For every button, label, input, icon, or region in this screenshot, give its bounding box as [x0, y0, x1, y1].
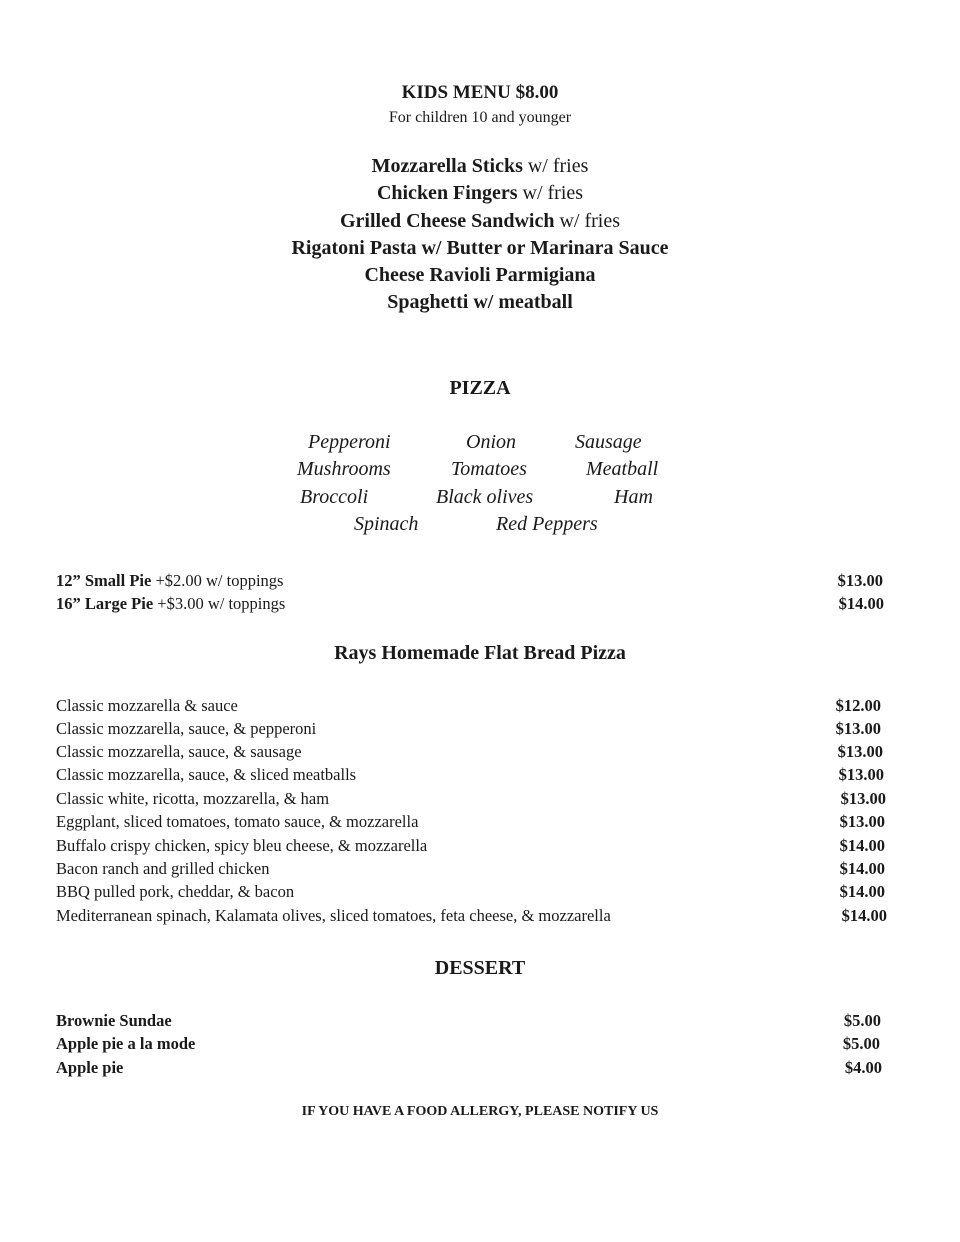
allergy-notice: IF YOU HAVE A FOOD ALLERGY, PLEASE NOTIFY US: [301, 1104, 659, 1119]
item-name: 12” Small Pie: [56, 571, 152, 590]
item-price: $13.00: [837, 571, 883, 590]
list-item: [56, 859, 885, 882]
list-item: [56, 882, 885, 905]
topping: Spinach: [354, 513, 419, 535]
item-price: $12.00: [835, 696, 881, 715]
item-name: 16” Large Pie: [56, 594, 154, 613]
item-extra: w/ fries: [522, 155, 589, 177]
item-price: $13.00: [838, 765, 884, 784]
item-price: $14.00: [839, 882, 885, 901]
topping: Meatball: [586, 458, 659, 480]
list-item: [0, 235, 960, 262]
topping: Sausage: [575, 431, 642, 453]
pie-row: [56, 571, 883, 594]
kids-menu-subtitle: For children 10 and younger: [388, 109, 572, 126]
item-name: Apple pie a la mode: [56, 1034, 196, 1053]
item-price: $14.00: [839, 859, 885, 878]
item-name: Classic white, ricotta, mozzarella, & ham: [56, 789, 330, 808]
item-name: Rigatoni Pasta w/ Butter or Marinara Sauce: [291, 236, 669, 259]
list-item: [56, 789, 886, 812]
item-extra: +$3.00 w/ toppings: [153, 594, 286, 613]
topping: Pepperoni: [308, 431, 391, 453]
list-item: [56, 1034, 880, 1057]
item-name: BBQ pulled pork, cheddar, & bacon: [56, 882, 295, 901]
item-price: $13.00: [839, 812, 885, 831]
item-price: $5.00: [843, 1011, 881, 1030]
topping: Tomatoes: [451, 458, 527, 480]
list-item: [0, 208, 960, 235]
list-item: [0, 262, 960, 289]
item-price: $13.00: [840, 789, 886, 808]
item-name: Spaghetti w/ meatball: [387, 291, 573, 314]
item-price: $13.00: [837, 742, 883, 761]
list-item: [56, 696, 881, 719]
item-name: Eggplant, sliced tomatoes, tomato sauce, & mozzarella: [56, 812, 419, 831]
topping: Broccoli: [300, 486, 369, 508]
list-item: [56, 836, 885, 859]
item-name: Brownie Sundae: [56, 1011, 172, 1030]
item-price: $13.00: [835, 719, 881, 738]
list-item: [0, 180, 960, 207]
flatbread-section-title: Rays Homemade Flat Bread Pizza: [334, 642, 626, 664]
item-price: $5.00: [842, 1034, 880, 1053]
pie-row: [56, 594, 884, 617]
list-item: [0, 289, 960, 316]
item-name: Classic mozzarella & sauce: [56, 696, 238, 715]
topping: Mushrooms: [297, 458, 391, 480]
item-price: $14.00: [841, 906, 887, 925]
item-name: Bacon ranch and grilled chicken: [56, 859, 270, 878]
list-item: [56, 765, 884, 788]
list-item: [56, 719, 881, 742]
item-extra: w/ fries: [554, 209, 620, 232]
pizza-section-title: PIZZA: [449, 377, 511, 399]
item-name: Mediterranean spinach, Kalamata olives, sliced tomatoes, feta cheese, & mozzarella: [56, 906, 611, 925]
list-item: [56, 742, 883, 765]
topping: Black olives: [436, 486, 534, 508]
item-name: Chicken Fingers: [376, 182, 518, 205]
list-item: [56, 906, 887, 929]
item-name: Cheese Ravioli Parmigiana: [364, 264, 596, 287]
list-item: [56, 812, 885, 835]
item-name: Classic mozzarella, sauce, & pepperoni: [56, 719, 317, 738]
dessert-section-title: DESSERT: [434, 957, 526, 979]
item-extra: +$2.00 w/ toppings: [151, 571, 284, 590]
item-name: Apple pie: [56, 1058, 124, 1077]
item-extra: w/ fries: [517, 182, 584, 205]
item-name: Mozzarella Sticks: [371, 155, 523, 177]
kids-menu-title: KIDS MENU $8.00: [401, 82, 559, 103]
item-price: $14.00: [839, 836, 885, 855]
item-name: Classic mozzarella, sauce, & sliced meatballs: [56, 765, 357, 784]
kids-menu-list: [0, 153, 960, 317]
list-item: [56, 1011, 881, 1034]
item-price: $4.00: [844, 1058, 882, 1077]
item-price: $14.00: [838, 594, 884, 613]
item-name: Grilled Cheese Sandwich: [340, 209, 555, 232]
topping: Onion: [466, 431, 516, 453]
list-item: [0, 153, 960, 180]
topping: Ham: [614, 486, 653, 508]
item-name: Buffalo crispy chicken, spicy bleu cheese, & mozzarella: [56, 836, 428, 855]
list-item: [56, 1058, 882, 1081]
topping: Red Peppers: [496, 513, 598, 535]
item-name: Classic mozzarella, sauce, & sausage: [56, 742, 302, 761]
